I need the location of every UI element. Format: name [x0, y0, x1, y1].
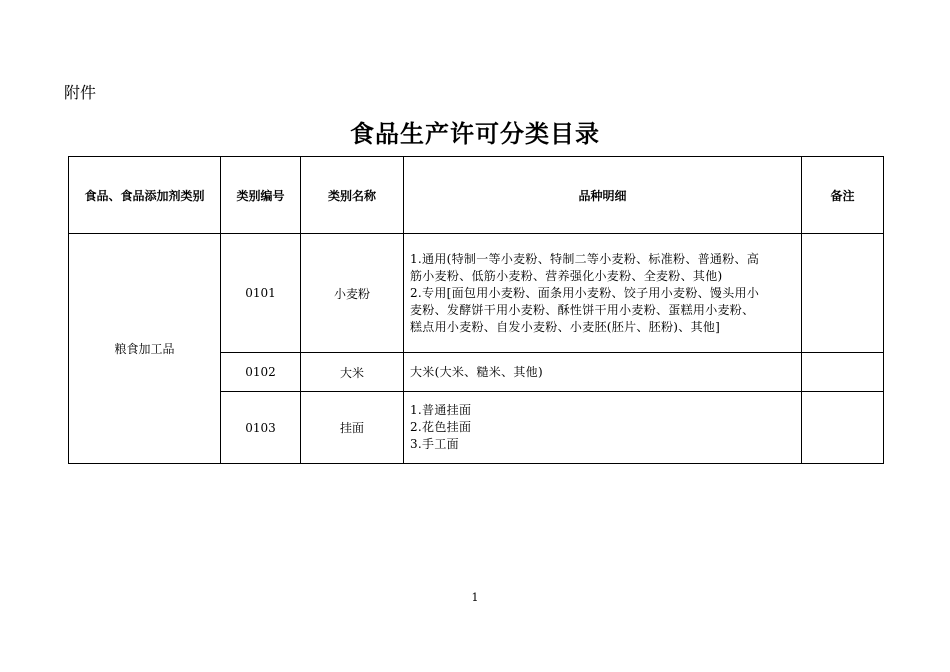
- table-row: [69, 234, 884, 353]
- detail-line: 2.专用[面包用小麦粉、面条用小麦粉、饺子用小麦粉、馒头用小: [410, 285, 760, 300]
- detail-line: 3.手工面: [410, 437, 459, 451]
- code-cell: 0102: [221, 353, 301, 392]
- name-cell: 小麦粉: [301, 234, 404, 353]
- table-header-row: [69, 157, 884, 234]
- header-code: 类别编号: [221, 157, 301, 234]
- remark-cell: [802, 234, 884, 353]
- category-cell: 粮食加工品: [69, 234, 221, 464]
- header-details: 品种明细: [404, 157, 802, 234]
- detail-line: 麦粉、发酵饼干用小麦粉、酥性饼干用小麦粉、蛋糕用小麦粉、: [410, 302, 755, 317]
- detail-line: 大米(大米、糙米、其他): [410, 364, 543, 379]
- classification-table: [68, 156, 884, 464]
- document-title: 食品生产许可分类目录: [350, 119, 600, 148]
- details-cell: [404, 392, 802, 464]
- code-cell: 0103: [221, 392, 301, 464]
- remark-cell: [802, 392, 884, 464]
- header-category: 食品、食品添加剂类别: [69, 157, 221, 234]
- attachment-label: 附件: [64, 83, 97, 102]
- header-name: 类别名称: [301, 157, 404, 234]
- name-cell: 挂面: [301, 392, 404, 464]
- name-cell: 大米: [301, 353, 404, 392]
- detail-line: 糕点用小麦粉、自发小麦粉、小麦胚(胚片、胚粉)、其他]: [410, 319, 721, 334]
- detail-line: 1.通用(特制一等小麦粉、特制二等小麦粉、标准粉、普通粉、高: [410, 251, 760, 266]
- details-cell: [404, 234, 802, 353]
- remark-cell: [802, 353, 884, 392]
- detail-line: 2.花色挂面: [410, 420, 472, 434]
- code-cell: 0101: [221, 234, 301, 353]
- detail-line: 筋小麦粉、低筋小麦粉、营养强化小麦粉、全麦粉、其他): [410, 268, 723, 283]
- details-cell: [404, 353, 802, 392]
- page-number: 1: [471, 591, 479, 604]
- detail-line: 1.普通挂面: [410, 403, 472, 417]
- header-remark: 备注: [802, 157, 884, 234]
